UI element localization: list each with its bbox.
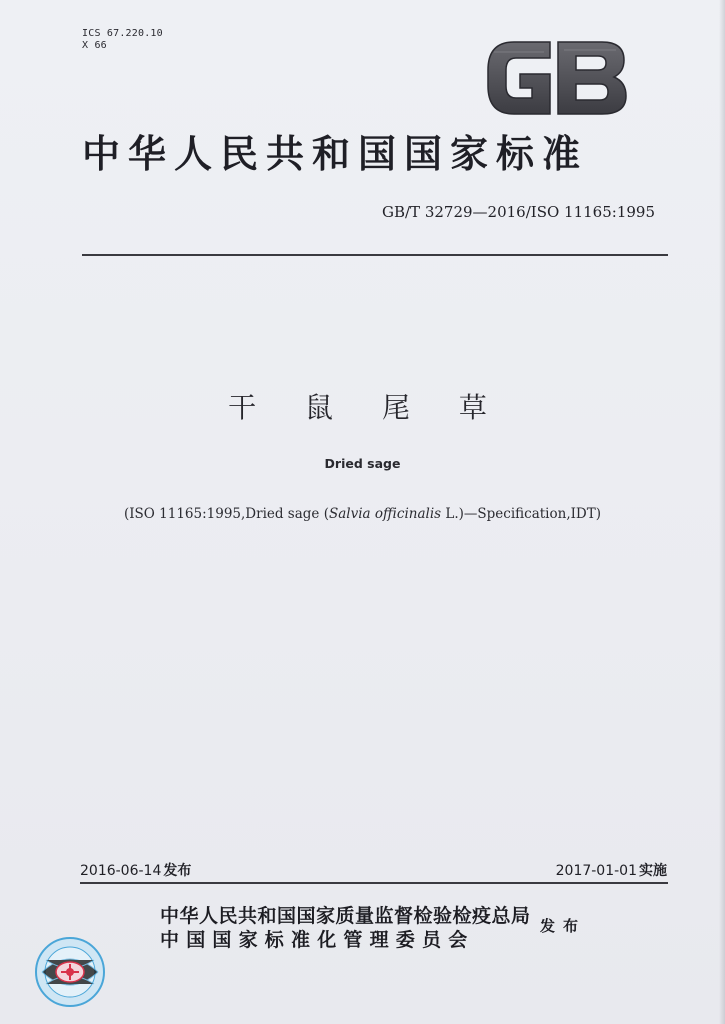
scan-edge-shadow xyxy=(719,0,725,1024)
implement-date-block xyxy=(556,861,667,881)
issuing-authorities xyxy=(160,904,531,952)
subtitle-species-name: Salvia officinalis xyxy=(328,506,442,522)
standard-number: GB/T 32729—2016/ISO 11165:1995 xyxy=(382,203,655,221)
anti-counterfeit-seal xyxy=(34,936,106,1008)
document-title-english: Dried sage xyxy=(324,456,401,471)
document-title-chinese: 干 鼠 尾 草 xyxy=(228,391,507,424)
issue-verb: 发布 xyxy=(540,917,587,935)
document-equivalence-note xyxy=(0,504,725,524)
implement-date: 2017-01-01 xyxy=(555,863,637,879)
classification-codes xyxy=(82,28,163,52)
issuer-sac: 中国国家标准化管理委员会 xyxy=(160,929,475,951)
issuer-aqsiq: 中华人民共和国国家质量监督检验检疫总局 xyxy=(160,905,531,927)
header-divider xyxy=(82,254,668,256)
publish-date: 2016-06-14 xyxy=(80,863,162,879)
standard-category-title: 中华人民共和国国家标准 xyxy=(82,132,589,176)
footer-divider xyxy=(80,882,668,884)
ccs-code: X 66 xyxy=(82,40,107,51)
subtitle-suffix: L.)—Specification,IDT) xyxy=(441,506,602,522)
publish-date-block xyxy=(80,861,191,881)
publish-verb: 发布 xyxy=(163,863,192,879)
ics-code: ICS 67.220.10 xyxy=(82,28,163,39)
gb-logo xyxy=(484,40,630,116)
subtitle-prefix: (ISO 11165:1995,Dried sage ( xyxy=(123,506,329,522)
implement-verb: 实施 xyxy=(639,863,667,879)
